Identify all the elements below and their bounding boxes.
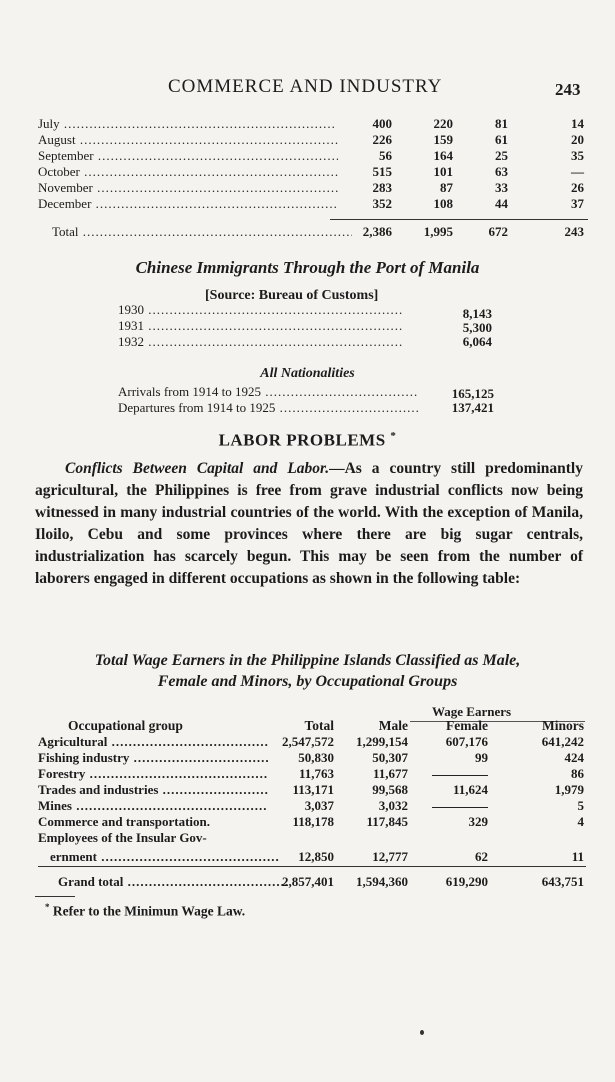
footnote-text: Refer to the Minimun Wage Law. bbox=[52, 903, 246, 919]
arrivals-label: Arrivals from 1914 to 1925 ..... bbox=[118, 384, 418, 400]
table-row bbox=[38, 132, 588, 148]
cell: 99,568 bbox=[372, 782, 408, 797]
table-title-line: Total Wage Earners in the Philippine Islands Classified as Male, bbox=[94, 652, 521, 669]
subsection-title: All Nationalities bbox=[260, 366, 355, 381]
cell: 3,032 bbox=[378, 798, 408, 813]
cell: 1,995 bbox=[423, 224, 453, 239]
section-title: Chinese Immigrants Through the Port of Manila bbox=[135, 258, 480, 277]
cell: 5 bbox=[577, 798, 584, 813]
cell: 329 bbox=[468, 814, 488, 829]
cell: 50,307 bbox=[372, 750, 408, 765]
cell: 11,763 bbox=[298, 766, 334, 781]
cell: 643,751 bbox=[541, 874, 584, 889]
table-rule bbox=[38, 866, 586, 867]
cell: 1,979 bbox=[554, 782, 584, 797]
cell: 117,845 bbox=[366, 814, 408, 829]
row-label: Total ..... bbox=[38, 224, 352, 240]
table-row bbox=[38, 116, 588, 132]
year-value: 5,300 bbox=[462, 320, 492, 335]
cell: 2,547,572 bbox=[282, 734, 334, 749]
cell: 243 bbox=[564, 224, 584, 239]
cell: 11,624 bbox=[452, 782, 488, 797]
table-row bbox=[38, 750, 586, 766]
list-item bbox=[118, 318, 492, 335]
cell: 607,176 bbox=[445, 734, 488, 749]
cell: 672 bbox=[488, 224, 508, 239]
departures-label: Departures from 1914 to 1925 ..... bbox=[118, 400, 418, 416]
cell: 108 bbox=[433, 196, 453, 211]
cell: 62 bbox=[475, 849, 488, 864]
row-label: December ..... bbox=[38, 196, 338, 212]
cell: 283 bbox=[372, 180, 392, 195]
arrivals-value: 165,125 bbox=[451, 386, 494, 401]
cell: 12,777 bbox=[372, 849, 408, 864]
table-row bbox=[38, 814, 586, 830]
table-row bbox=[38, 766, 586, 782]
cell: 33 bbox=[495, 180, 508, 195]
row-label: November ..... bbox=[38, 180, 338, 196]
ink-speck bbox=[420, 1030, 424, 1035]
monthly-table bbox=[38, 116, 588, 212]
cell: 61 bbox=[495, 132, 508, 147]
cell: 220 bbox=[433, 116, 453, 131]
grand-total bbox=[38, 874, 586, 890]
year-value: 6,064 bbox=[462, 334, 492, 349]
column-header: Minors bbox=[542, 718, 584, 733]
table-rule bbox=[330, 219, 588, 220]
table-row bbox=[38, 148, 588, 164]
cell: 87 bbox=[440, 180, 453, 195]
cell: 12,850 bbox=[298, 849, 334, 864]
table-row bbox=[38, 164, 588, 180]
cell: 11 bbox=[571, 849, 584, 864]
empty-cell-dash bbox=[426, 798, 488, 814]
row-label: ernment ..... bbox=[38, 849, 280, 865]
cell: 56 bbox=[379, 148, 392, 163]
cell: 113,171 bbox=[292, 782, 334, 797]
cell: 44 bbox=[495, 196, 508, 211]
row-label: Fishing industry ..... bbox=[38, 750, 268, 766]
year-label: 1932 ..... bbox=[118, 334, 418, 350]
body-paragraph bbox=[35, 458, 583, 590]
cell: 86 bbox=[571, 766, 584, 781]
monthly-total bbox=[38, 224, 588, 240]
cell: 3,037 bbox=[304, 798, 334, 813]
column-header: Female bbox=[446, 718, 488, 733]
heading-text: LABOR PROBLEMS bbox=[218, 430, 386, 450]
table-title bbox=[0, 650, 615, 692]
cell: 37 bbox=[571, 196, 584, 211]
row-label: Mines ..... bbox=[38, 798, 268, 814]
cell: 226 bbox=[372, 132, 392, 147]
cell: — bbox=[571, 164, 584, 179]
cell: 50,830 bbox=[298, 750, 334, 765]
row-label: July ..... bbox=[38, 116, 338, 132]
cell: 619,290 bbox=[445, 874, 488, 889]
cell: 424 bbox=[564, 750, 584, 765]
year-value: 8,143 bbox=[462, 306, 492, 321]
table-title-line: Female and Minors, by Occupational Groups bbox=[157, 673, 458, 690]
row-label: Agricultural ..... bbox=[38, 734, 268, 750]
cell: 14 bbox=[571, 116, 584, 131]
wage-table bbox=[38, 718, 586, 865]
cell: 1,299,154 bbox=[356, 734, 408, 749]
cell: 641,242 bbox=[541, 734, 584, 749]
list-item bbox=[118, 334, 492, 350]
cell: 118,178 bbox=[292, 814, 334, 829]
cell: 26 bbox=[571, 180, 584, 195]
row-label: September ..... bbox=[38, 148, 338, 164]
column-header: Male bbox=[378, 718, 408, 733]
departures-value: 137,421 bbox=[451, 400, 494, 415]
cell: 101 bbox=[433, 164, 453, 179]
list-item bbox=[118, 400, 494, 416]
total-row bbox=[38, 224, 588, 240]
list-item bbox=[118, 384, 494, 401]
footnote-mark: * bbox=[45, 902, 50, 912]
page-number: 243 bbox=[555, 80, 581, 99]
row-label: October ..... bbox=[38, 164, 338, 180]
cell: 515 bbox=[372, 164, 392, 179]
cell: 63 bbox=[495, 164, 508, 179]
row-label: Trades and industries ..... bbox=[38, 782, 268, 798]
table-row bbox=[38, 830, 586, 846]
cell: 4 bbox=[577, 814, 584, 829]
year-label: 1930 ..... bbox=[118, 302, 418, 318]
paragraph-body: —As a country still predominantly agricultural, the Philippines is free from grave industrial conflicts now being witnessed in many industrial countries of the world. With the exception of Manila, Iloilo, Cebu and some provinces where there are big sugar centrals, industrialization has scarcely begun. This may be seen from the number of laborers engaged in different occupations as shown in the following table: bbox=[35, 460, 583, 587]
cell: 11,677 bbox=[372, 766, 408, 781]
row-label: Grand total ..... bbox=[38, 874, 288, 890]
cell: 25 bbox=[495, 148, 508, 163]
cell: 20 bbox=[571, 132, 584, 147]
year-label: 1931 ..... bbox=[118, 318, 418, 334]
cell: 159 bbox=[433, 132, 453, 147]
section-heading bbox=[0, 430, 615, 451]
cell: 352 bbox=[372, 196, 392, 211]
table-row bbox=[38, 196, 588, 212]
cell: 400 bbox=[372, 116, 392, 131]
cell: 164 bbox=[433, 148, 453, 163]
row-label: Employees of the Insular Gov- bbox=[38, 830, 207, 845]
running-head bbox=[0, 72, 615, 102]
row-label: August ..... bbox=[38, 132, 338, 148]
cell: 2,857,401 bbox=[282, 874, 334, 889]
table-row bbox=[38, 782, 586, 798]
cell: 2,386 bbox=[362, 224, 392, 239]
empty-cell-dash bbox=[426, 766, 488, 782]
column-header: Total bbox=[304, 718, 334, 733]
paragraph-lead: Conflicts Between Capital and Labor. bbox=[65, 460, 330, 477]
cell: 35 bbox=[571, 148, 584, 163]
cell: 1,594,360 bbox=[356, 874, 408, 889]
table-row bbox=[38, 798, 586, 814]
row-label: Commerce and transportation. bbox=[38, 814, 210, 829]
table-row bbox=[38, 734, 586, 750]
table-header-row bbox=[38, 718, 586, 734]
running-title: COMMERCE AND INDUSTRY bbox=[168, 76, 443, 97]
total-row bbox=[38, 874, 586, 890]
source-note: [Source: Bureau of Customs] bbox=[205, 288, 379, 303]
table-row bbox=[38, 180, 588, 196]
column-group-header: Wage Earners bbox=[432, 704, 512, 719]
table-row bbox=[38, 849, 586, 865]
footnote-rule bbox=[35, 896, 75, 897]
cell: 81 bbox=[495, 116, 508, 131]
row-label: Forestry ..... bbox=[38, 766, 268, 782]
footnote bbox=[45, 902, 245, 920]
column-header: Occupational group bbox=[68, 718, 183, 733]
list-item bbox=[118, 302, 492, 321]
cell: 99 bbox=[475, 750, 488, 765]
footnote-mark: * bbox=[390, 430, 397, 442]
